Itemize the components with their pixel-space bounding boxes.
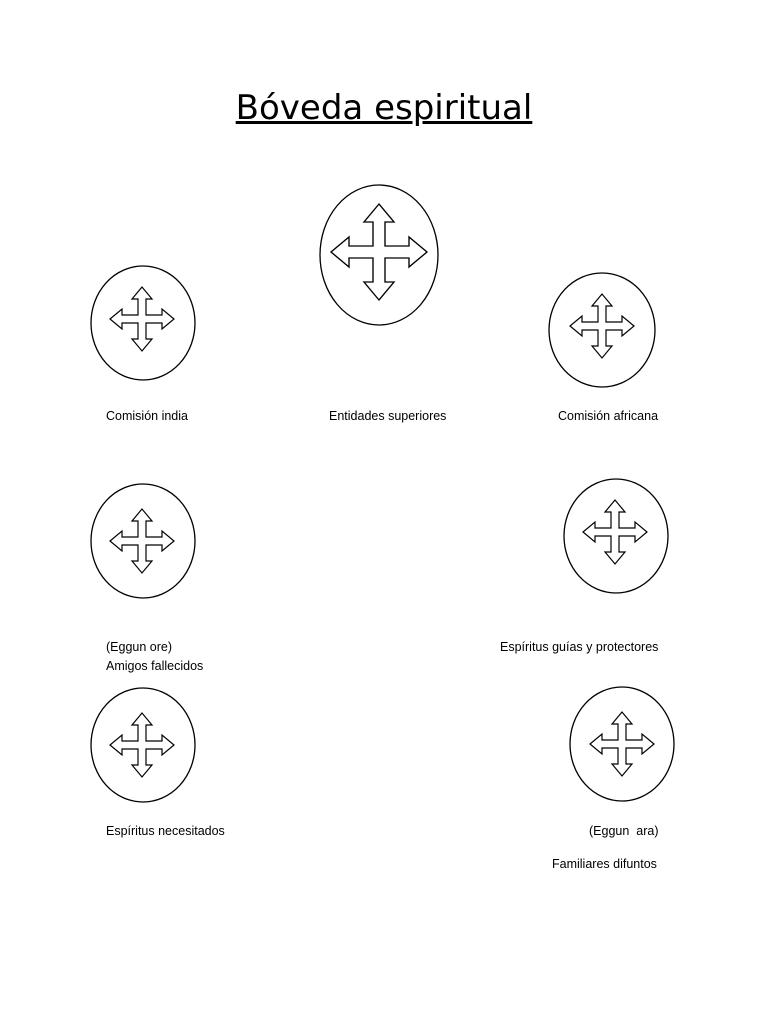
four-way-arrow-icon [590,712,654,776]
oval-entidades-superiores [318,183,440,327]
oval-espiritus-necesitados [89,686,197,804]
four-way-arrow-icon [110,287,174,351]
label-eggun-ara: (Eggun ara) [589,824,659,838]
page-title: Bóveda espiritual [235,88,533,128]
oval-eggun-ara [568,685,676,803]
four-way-arrow-icon [110,509,174,573]
label-amigos-fallecidos: Amigos fallecidos [106,659,204,673]
label-comision-africana: Comisión africana [558,409,659,423]
four-way-arrow-icon [583,500,647,564]
label-eggun-ore: (Eggun ore) [106,640,173,654]
four-way-arrow-icon [331,204,427,300]
four-way-arrow-icon [570,294,634,358]
label-entidades-superiores: Entidades superiores [329,409,447,423]
oval-comision-africana [547,271,657,389]
four-way-arrow-icon [110,713,174,777]
label-espiritus-necesitados: Espíritus necesitados [106,824,225,838]
label-familiares-difuntos: Familiares difuntos [552,857,657,871]
label-comision-india: Comisión india [106,409,188,423]
oval-eggun-ore [89,482,197,600]
label-espiritus-guias: Espíritus guías y protectores [500,640,659,654]
oval-comision-india [89,264,197,382]
oval-espiritus-guias [562,477,670,595]
